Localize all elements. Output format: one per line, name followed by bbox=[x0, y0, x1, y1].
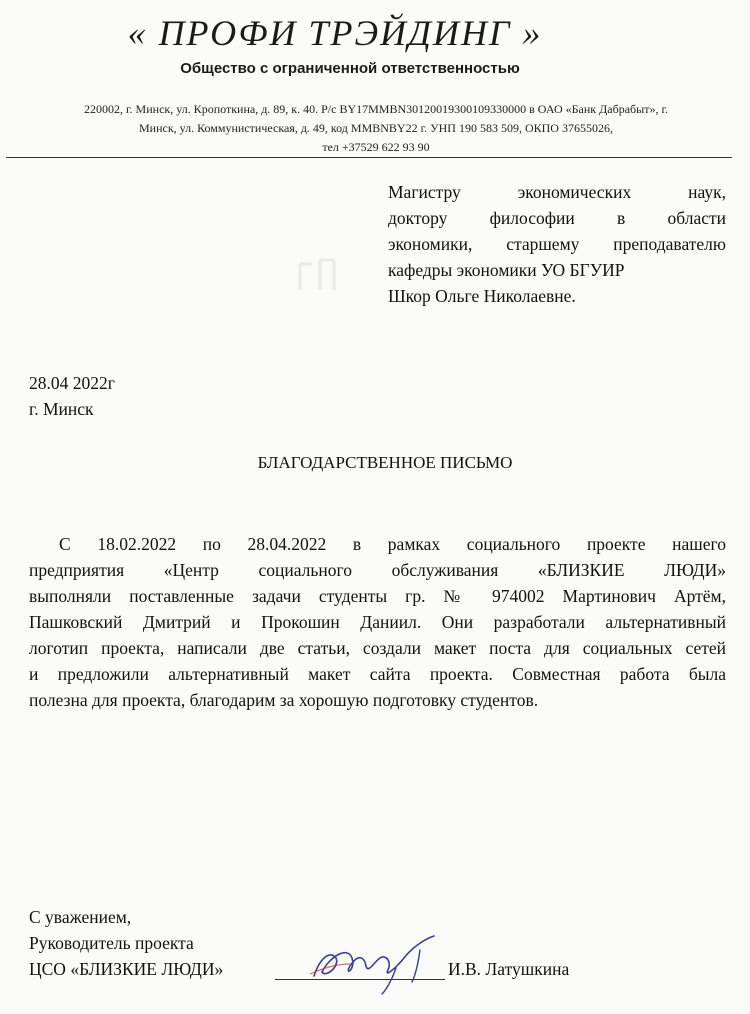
company-address bbox=[8, 100, 744, 157]
recipient-line: Шкор Ольге Николаевне. bbox=[388, 286, 576, 306]
letter-body bbox=[29, 531, 726, 713]
signer-name: И.В. Латушкина bbox=[448, 959, 570, 979]
body-line: выполняли поставленные задачи студенты гр. № 974002 Мартинович Артём, bbox=[29, 586, 726, 606]
body-line: Пашковский Дмитрий и Прокошин Даниил. Они разработали альтернативный bbox=[29, 612, 726, 632]
header-divider bbox=[6, 157, 732, 158]
handwritten-signature-icon bbox=[300, 928, 450, 1000]
document-title: БЛАГОДАРСТВЕННОЕ ПИСЬМО bbox=[257, 453, 513, 472]
letter-date: 28.04 2022г bbox=[29, 373, 115, 393]
recipient-line: Магистру экономических наук, bbox=[388, 182, 726, 202]
address-line: тел +37529 622 93 90 bbox=[322, 140, 430, 154]
closing-block bbox=[29, 904, 223, 982]
closing-organization: ЦСО «БЛИЗКИЕ ЛЮДИ» bbox=[29, 959, 224, 979]
body-line: предприятия «Центр социального обслуживания «БЛИЗКИЕ ЛЮДИ» bbox=[29, 560, 726, 580]
address-line: Минск, ул. Коммунистическая, д. 49, код MMBNBY22 г. УНП 190 583 509, ОКПО 37655026, bbox=[139, 121, 613, 135]
recipient-line: экономики, старшему преподавателю bbox=[388, 234, 726, 254]
closing-position: Руководитель проекта bbox=[29, 933, 194, 953]
faint-scan-mark-icon bbox=[292, 250, 352, 300]
company-legal-form: Общество с ограниченной ответственностью bbox=[180, 60, 520, 77]
company-name: « ПРОФИ ТРЭЙДИНГ » bbox=[127, 13, 543, 53]
recipient-line: доктору философии в области bbox=[388, 208, 726, 228]
body-line: логотип проекта, написали две статьи, создали макет поста для социальных сетей bbox=[29, 638, 726, 658]
recipient-line: кафедры экономики УО БГУИР bbox=[388, 260, 625, 280]
address-line: 220002, г. Минск, ул. Кропоткина, д. 89, к. 40. Р/с BY17MMBN30120019300109330000 в ОАО «Банк Дабрабыт», г. bbox=[83, 102, 669, 116]
closing-regards: С уважением, bbox=[29, 907, 132, 927]
body-line: полезна для проекта, благодарим за хорошую подготовку студентов. bbox=[29, 690, 539, 710]
letter-city: г. Минск bbox=[29, 399, 94, 419]
body-line: и предложили альтернативный макет сайта проекта. Совместная работа была bbox=[29, 664, 726, 684]
recipient-block bbox=[388, 179, 726, 309]
body-line: С 18.02.2022 по 28.04.2022 в рамках социального проекте нашего bbox=[59, 534, 726, 554]
